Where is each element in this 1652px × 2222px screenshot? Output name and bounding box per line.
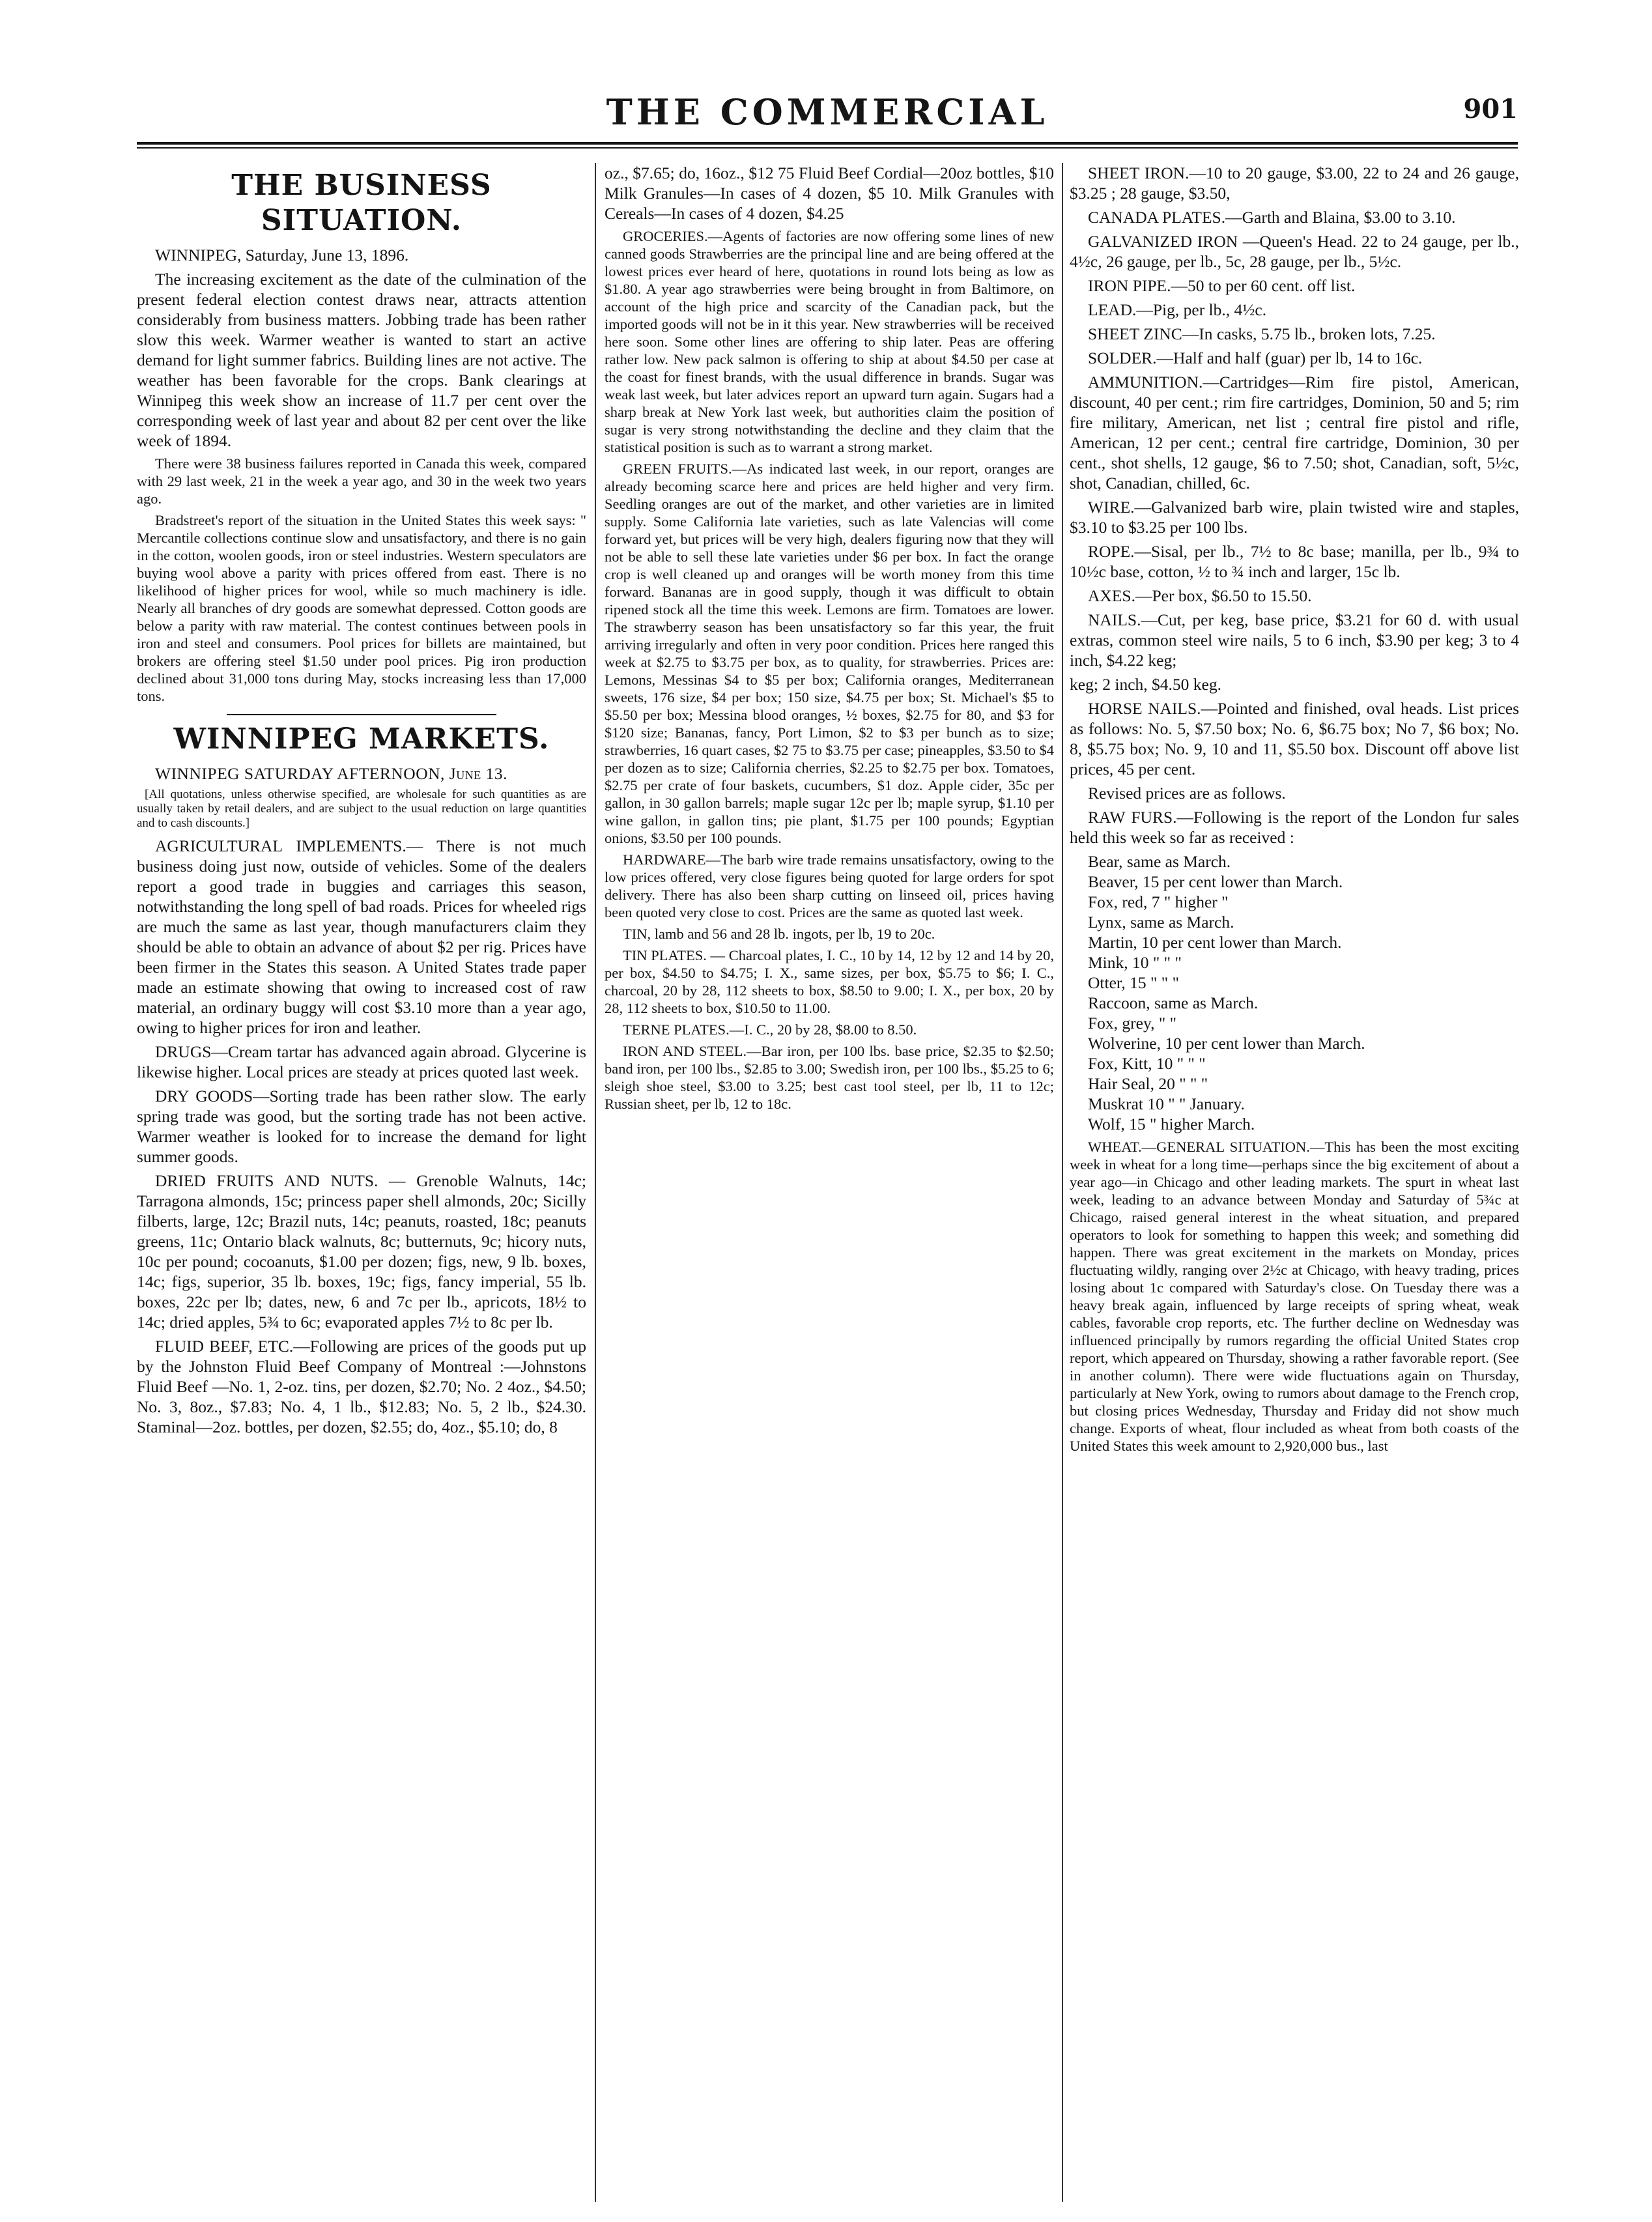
business-situation-dateline: WINNIPEG, Saturday, June 13, 1896. xyxy=(155,246,409,264)
newspaper-title: THE COMMERCIAL xyxy=(606,91,1049,133)
fur-sale-row: Beaver, 15 per cent lower than March. xyxy=(1088,872,1343,891)
market-paragraph-axes: AXES.—Per box, $6.50 to 15.50. xyxy=(1088,586,1312,605)
market-paragraph-sheet-zinc: SHEET ZINC—In casks, 5.75 lb., broken lots, 7.25. xyxy=(1088,324,1436,343)
market-paragraph-fluid-beef-cont: oz., $7.65; do, 16oz., $12 75 Fluid Beef Cordial—20oz bottles, $10 Milk Granules—In cases of 4 dozen, $5 10. Milk Granules with Cereals—In cases of 4 dozen, $4.25 xyxy=(605,164,1054,223)
market-paragraph-fluid-beef: FLUID BEEF, ETC.—Following are prices of the goods put up by the Johnston Fluid Beef Company of Montreal :—Johnstons Fluid Beef —No. 1, 2-oz. tins, per dozen, $2.70; No. 2 4oz., $4.50; No. 3, 8oz., $7.83; No. 4, 1 lb., $12.83; No. 5, 2 lb., $24.30. Staminal—2oz. bottles, per dozen, $2.55; do, 4oz., $5.10; do, 8 xyxy=(137,1337,586,1436)
market-paragraph-horse-nails: HORSE NAILS.—Pointed and finished, oval heads. List prices as follows: No. 5, $7.50 box; No. 6, $6.75 box; No 7, $6 box; No. 8, $5.75 box; No. 9, 10 and 11, $5.50 box. Discount off above list prices, 45 per cent. xyxy=(1070,699,1519,778)
fur-sale-row: Fox, grey, " " xyxy=(1088,1014,1177,1033)
quotations-note: [All quotations, unless otherwise specified, are wholesale for such quantities as are usually taken by retail dealers, and are subject to the usual reduction on large quantities and to cash discounts.] xyxy=(137,788,586,830)
fur-sale-row: Mink, 10 " " " xyxy=(1088,953,1182,972)
fur-sale-row: Martin, 10 per cent lower than March. xyxy=(1088,933,1342,952)
market-paragraph-ammunition: AMMUNITION.—Cartridges—Rim fire pistol, American, discount, 40 per cent.; rim fire cartridges, Dominion, 50 and 5; rim fire military, American, net list ; central fire pistol and rifle, American, 12 per cent.; central fire cartridge, Dominion, 30 per cent., shot shells, 12 gauge, $6 to 7.50; shot, Canadian, soft, 5½c, shot, Canadian, chilled, 6c. xyxy=(1070,373,1519,492)
page-number: 901 xyxy=(1463,94,1518,124)
column-3 xyxy=(1070,163,1519,2202)
market-paragraph-sheet-iron: SHEET IRON.—10 to 20 gauge, $3.00, 22 to 24 and 26 gauge, $3.25 ; 28 gauge, $3.50, xyxy=(1070,164,1519,203)
market-paragraph-groceries: GROCERIES.—Agents of factories are now offering some lines of new canned goods Strawberries are the principal line and are being offered at the lowest prices ever heard of here, quotations in round lots being as low as $1.80. A year ago strawberries were being brought in from Baltimore, on account of the high price and scarcity of the Canadian pack, but the imported goods will not be in it this year. New strawberries will be received here soon. Some other lines are offering to ship later. Peas are offering rather low. New pack salmon is offering to ship at about $4.50 per case at the coast for finest brands, with the usual difference in brands. Sugar was weak last week, but later advices report an upward turn again. Sugars had a sharp break at New York last week, but authorities claim the position of sugar is very strong notwithstanding the decline and they claim that the statistical position is such as to warrant a strong market. xyxy=(605,228,1054,455)
market-paragraph-rope: ROPE.—Sisal, per lb., 7½ to 8c base; manilla, per lb., 9¾ to 10½c base, cotton, ½ to ¾ inch and larger, 15c lb. xyxy=(1070,542,1519,581)
fur-sale-row: Fox, red, 7 " higher " xyxy=(1088,892,1229,911)
markets-dateline: WINNIPEG SATURDAY AFTERNOON, June 13. xyxy=(155,764,507,783)
business-situation-headline: THE BUSINESS SITUATION. xyxy=(231,169,492,237)
market-paragraph-galvanized: GALVANIZED IRON —Queen's Head. 22 to 24 gauge, per lb., 4½c, 26 gauge, per lb., 5c, 28 gauge, per lb., 5½c. xyxy=(1070,232,1519,271)
fur-sale-row: Lynx, same as March. xyxy=(1088,913,1234,932)
fur-sale-row: Wolverine, 10 per cent lower than March. xyxy=(1088,1034,1365,1053)
header-rule xyxy=(137,142,1518,145)
fur-sale-row: Otter, 15 " " " xyxy=(1088,973,1179,992)
market-paragraph-hardware: HARDWARE—The barb wire trade remains unsatisfactory, owing to the low prices offered, very close figures being quoted for large orders for spot delivery. There has also been sharp cutting on linseed oil, prices having been quoted very close to cost. Prices are the same as quoted last week. xyxy=(605,851,1054,920)
market-paragraph-wheat: WHEAT.—GENERAL SITUATION.—This has been the most exciting week in wheat for a long time—perhaps since the big excitement of about a year ago—in Chicago and other leading markets. The spurt in wheat last week, leading to an advance between Monday and Saturday of 5¾c at Chicago, raised general interest in the wheat situation, and prepared operators to look for something to happen this week; and something did happen. There was great excitement in the markets on Monday, prices fluctuating wildly, ranging over 2½c at Chicago, with heavy trading, prices losing about 1c compared with Saturday's close. On Tuesday there was a heavy break again, influenced by large receipts of spring wheat, weak cables, favorable crop reports, etc. The further decline on Wednesday was influenced principally by rumors regarding the official United States crop report, which appeared on Thursday, showing a rather favorable report. (See in another column). There were wide fluctuations again on Thursday, particularly at New York, owing to rumors about damage to the French crop, but closing prices Wednesday, Thursday and Friday did not show much change. Exports of wheat, flour included as wheat from both coasts of the United States this week amount to 2,920,000 bus., last xyxy=(1070,1139,1519,1454)
market-paragraph-wire: WIRE.—Galvanized barb wire, plain twisted wire and staples, $3.10 to $3.25 per 100 lbs. xyxy=(1070,498,1519,537)
header-rule-thin xyxy=(137,147,1518,149)
market-paragraph-revised: Revised prices are as follows. xyxy=(1088,784,1286,803)
market-paragraph-solder: SOLDER.—Half and half (guar) per lb, 14 to 16c. xyxy=(1088,349,1423,367)
business-paragraph: The increasing excitement as the date of the culmination of the present federal election contest draws near, attracts attention considerably from business matters. Jobbing trade has been rather slow this week. Warmer weather is wanted to start an active demand for light summer fabrics. Building lines are not active. The weather has been favorable for the crops. Bank clearings at Winnipeg this week show an increase of 11.7 per cent over the corresponding week of last year and about 82 per cent over the like week of 1894. xyxy=(137,270,586,450)
column-1 xyxy=(137,163,586,2202)
market-paragraph-lead: LEAD.—Pig, per lb., 4½c. xyxy=(1088,300,1267,319)
market-paragraph-iron-pipe: IRON PIPE.—50 to per 60 cent. off list. xyxy=(1088,276,1356,295)
market-paragraph-green-fruits: GREEN FRUITS.—As indicated last week, in our report, oranges are already becoming scarce here and prices are held higher and very firm. Seedling oranges are out of the market, and other varieties are in limited supply. Some California late varieties, such as late Valencias will come forward yet, but prices will be very high, dealers figuring now that they will not be able to sell these late varieties under $6 per box. In fact the orange crop is well cleaned up and oranges will be worth money from this time forward. Bananas are in good supply, though it was difficult to obtain ripened stock all the time this week. Lemons are firm. Tomatoes are lower. The strawberry season has been unsatisfactory so far this year, the fruit arriving irregularly and often in very poor condition. Prices here ranged this week at $2.75 to $3.75 per box, as to quality, for strawberries. Prices are: Lemons, Messinas $4 to $5 per box; California oranges, Mediterranean sweets, 176 size, $4 per box; 150 size, $4.75 per box; St. Michael's $5 to $5.50 per box; Messina blood oranges, ½ boxes, $2.75 for 80, and $3 for $120 size; Bananas, fancy, Port Limon, $2 to $3 per bunch as to size; strawberries, 16 quart cases, $2 75 to $3.75 per case; pineapples, $3.50 to $4 per dozen as to size; California cherries, $2.25 to $2.75 per box. Tomatoes, $2.75 per crate of four baskets, cucumbers, $1 doz. Apple cider, 35c per gallon, in 30 gallon barrels; maple sugar 12c per lb; maple syrup, $1.10 per wine gallon, in gallon tins; pie plant, $1.75 per 100 pounds; Egyptian onions, $3.50 per 100 pounds. xyxy=(605,461,1054,846)
market-paragraph-iron-steel: IRON AND STEEL.—Bar iron, per 100 lbs. base price, $2.35 to $2.50; band iron, per 100 lbs., $2.85 to 3.00; Swedish iron, per 100 lbs., $5.25 to 6; sleigh shoe steel, $3.00 to 3.25; best cast tool steel, per lb, 11 to 12c; Russian sheet, per lb, 12 to 18c. xyxy=(605,1043,1054,1112)
market-paragraph-terne-plates: TERNE PLATES.—I. C., 20 by 28, $8.00 to 8.50. xyxy=(623,1021,917,1038)
column-2 xyxy=(605,163,1054,2202)
market-paragraph-nails-cont: keg; 2 inch, $4.50 keg. xyxy=(1070,675,1221,694)
fur-sale-row: Fox, Kitt, 10 " " " xyxy=(1088,1054,1206,1073)
market-paragraph-canada-plates: CANADA PLATES.—Garth and Blaina, $3.00 to 3.10. xyxy=(1088,208,1456,227)
masthead xyxy=(137,91,1518,137)
market-paragraph-dried-fruits: DRIED FRUITS AND NUTS. — Grenoble Walnuts, 14c; Tarragona almonds, 15c; princess paper shell almonds, 20c; Sicilly filberts, large, 12c; Brazil nuts, 14c; peanuts, roasted, 18c; peanuts greens, 11c; Ontario black walnuts, 8c; butternuts, 9c; hicory nuts, 10c per pound; cocoanuts, $1.00 per dozen; figs, new, 9 lb. boxes, 14c; figs, superior, 35 lb. boxes, 19c; figs, fancy imperial, 55 lb. boxes, 22c per lb; dates, new, 6 and 7c per lb., apricots, 18½ to 14c; dried apples, 5¾ to 6c; evaporated apples 7½ to 8c per lb. xyxy=(137,1171,586,1332)
market-paragraph-raw-furs: RAW FURS.—Following is the report of the London fur sales held this week so far as received : xyxy=(1070,808,1519,847)
fur-sale-row: Raccoon, same as March. xyxy=(1088,993,1259,1012)
market-paragraph-agricultural: AGRICULTURAL IMPLEMENTS.— There is not much business doing just now, outside of vehicles. Some of the dealers report a good trade in buggies and carriages this season, notwithstanding the long spell of bad roads. Prices for wheeled rigs are much the same as last year, though manufacturers claim they should be able to obtain an advance of about $2 per rig. Prices have been firmer in the States this season. A United States trade paper made an estimate showing that owing to increased cost of raw material, an ordinary buggy will cost $3.10 more than a year ago, owing to higher prices for iron and leather. xyxy=(137,836,586,1037)
market-paragraph-dry-goods: DRY GOODS—Sorting trade has been rather slow. The early spring trade was good, but the sorting trade has not been active. Warmer weather is looked for to increase the demand for light summer goods. xyxy=(137,1087,586,1166)
section-divider xyxy=(227,714,496,715)
winnipeg-markets-headline: WINNIPEG MARKETS. xyxy=(173,722,550,756)
column-divider-2 xyxy=(1062,163,1063,2202)
business-paragraph: Bradstreet's report of the situation in the United States this week says: " Mercantile collections continue slow and unsatisfactory, and there is no gain in the cotton, woolen goods, iron or steel industries. Western speculators are buying wool above a parity with prices offered from east. There is no likelihood of higher prices for wool, while so much machinery is idle. Nearly all branches of dry goods are somewhat depressed. Cotton goods are below a parity with raw material. The contest continues between pools in iron and steel and consumers. Pool prices for billets are maintained, but brokers are offering steel $1.50 under pool prices. Pig iron production declined about 31,000 tons during May, stocks increasing less than 17,000 tons. xyxy=(137,512,586,704)
market-paragraph-nails: NAILS.—Cut, per keg, base price, $3.21 for 60 d. with usual extras, common steel wire nails, 5 to 6 inch, $3.90 per keg; 3 to 4 inch, $4.22 keg; xyxy=(1070,610,1519,670)
market-paragraph-drugs: DRUGS—Cream tartar has advanced again abroad. Glycerine is likewise higher. Local prices are steady at prices quoted last week. xyxy=(137,1042,586,1081)
fur-sales-list xyxy=(1070,851,1519,1134)
fur-sale-row: Muskrat 10 " " January. xyxy=(1088,1094,1245,1113)
business-paragraph: There were 38 business failures reported in Canada this week, compared with 29 last week, 21 in the week a year ago, and 30 in the week two years ago. xyxy=(137,455,586,507)
market-paragraph-tin: TIN, lamb and 56 and 28 lb. ingots, per lb, 19 to 20c. xyxy=(623,926,935,942)
market-paragraph-tin-plates: TIN PLATES. — Charcoal plates, I. C., 10 by 14, 12 by 12 and 14 by 20, per box, $4.50 to $4.75; I. X., same sizes, per box, $5.75 to $6; I. C., charcoal, 20 by 28, 112 sheets to box, $8.50 to 9.00; I. X., per box, 20 by 28, 112 sheets to box, $10.50 to 11.00. xyxy=(605,947,1054,1016)
fur-sale-row: Wolf, 15 " higher March. xyxy=(1088,1115,1255,1133)
fur-sale-row: Bear, same as March. xyxy=(1088,852,1231,871)
fur-sale-row: Hair Seal, 20 " " " xyxy=(1088,1074,1208,1093)
column-divider-1 xyxy=(595,163,596,2202)
